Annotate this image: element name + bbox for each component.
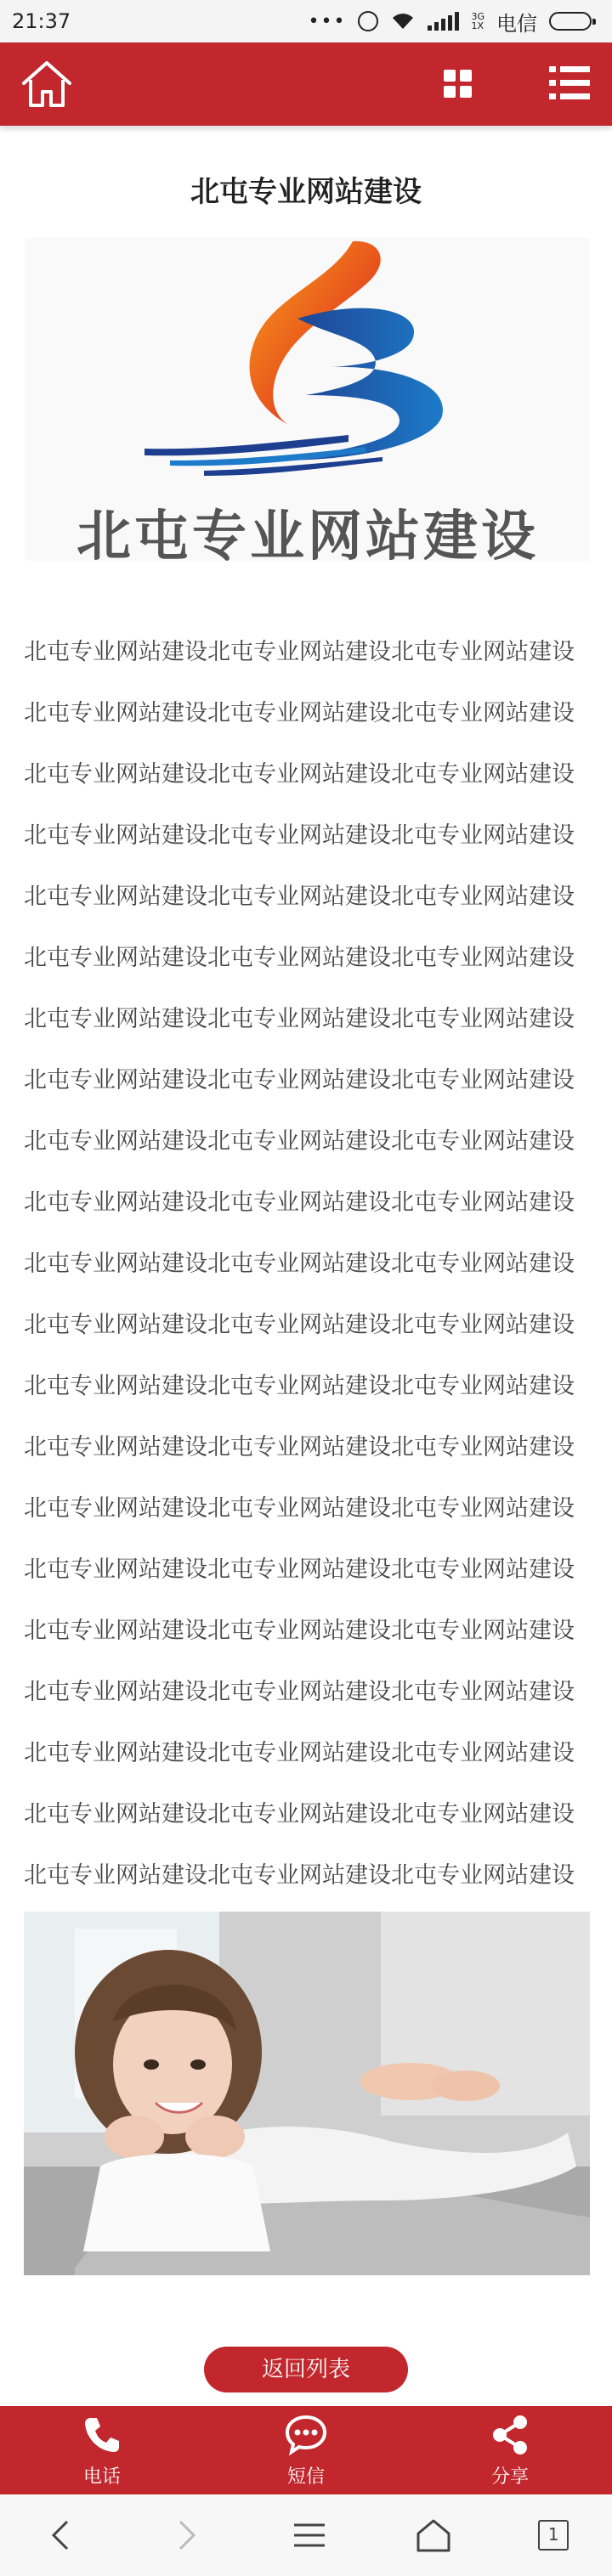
alarm-icon [358,11,378,31]
menu-icon[interactable] [291,2517,328,2554]
network-type: 3G 1X [471,11,484,31]
share-label: 分享 [490,2466,529,2488]
page-title: 北屯专业网站建设 [190,175,422,209]
article-photo [24,1912,590,2275]
grid-icon[interactable] [444,70,473,99]
status-bar [0,0,612,42]
phone-label: 电话 [82,2466,121,2488]
phone-action[interactable] [0,2406,204,2494]
forward-arrow-icon[interactable] [167,2517,204,2554]
home-icon[interactable] [415,2517,452,2554]
wifi-icon [390,12,416,31]
back-to-list-button[interactable]: 返回列表 [204,2347,408,2392]
back-arrow-icon[interactable] [43,2517,81,2554]
system-nav-bar [0,2494,612,2576]
signal-icon [428,12,459,31]
carrier-name: 电信 [496,11,537,36]
status-time: 21:37 [12,9,71,33]
logo-text: 北屯专业网站建设 [76,505,539,568]
message-icon [284,2413,328,2457]
bottom-action-bar [0,2406,612,2494]
phone-icon [80,2413,124,2457]
logo-emblem [26,238,590,493]
top-header [0,42,612,126]
more-dots-icon: ••• [308,10,347,32]
home-outline-icon[interactable] [19,58,75,110]
battery-icon [549,12,592,31]
photo-girl-illustration [24,1912,590,2275]
article-body: 北屯专业网站建设北屯专业网站建设北屯专业网站建设北屯专业网站建设北屯专业网站建设北屯专业网站建设北屯专业网站建设北屯专业网站建设北屯专业网站建设北屯专业网站建设北屯专业网站建设北屯专业网站建设北屯专业网站建设北屯专业网站建设北屯专业网站建设北屯专业网站建设北屯专业网站建设北屯专业网站建设北屯专业网站建设北屯专业网站建设北屯专业网站建设北屯专业网站建设北屯专业网站建设北屯专业网站建设北屯专业网站建设北屯专业网站建设北屯专业网站建设北屯专业网站建设北屯专业网站建设北屯专业网站建设北屯专业网站建设北屯专业网站建设北屯专业网站建设北屯专业网站建设北屯专业网站建设北屯专业网站建设北屯专业网站建设北屯专业网站建设北屯专业网站建设北屯专业网站建设北屯专业网站建设北屯专业网站建设北屯专业网站建设北屯专业网站建设北屯专业网站建设北屯专业网站建设北屯专业网站建设北屯专业网站建设北屯专业网站建设北屯专业网站建设北屯专业网站建设北屯专业网站建设北屯专业网站建设北屯专业网站建设北屯专业网站建设北屯专业网站建设北屯专业网站建设北屯专业网站建设北屯专业网站建设北屯专业网站建设北屯专业网站建设北屯专业网站建设北屯专业网站建设 [24,639,575,1889]
tabs-count-button[interactable]: 1 [538,2520,569,2551]
status-icons [309,7,592,37]
sms-action[interactable] [204,2406,408,2494]
company-logo [26,238,590,568]
sms-label: 短信 [286,2466,325,2488]
share-action[interactable] [408,2406,612,2494]
list-menu-icon[interactable] [547,61,592,105]
share-icon [488,2413,532,2457]
